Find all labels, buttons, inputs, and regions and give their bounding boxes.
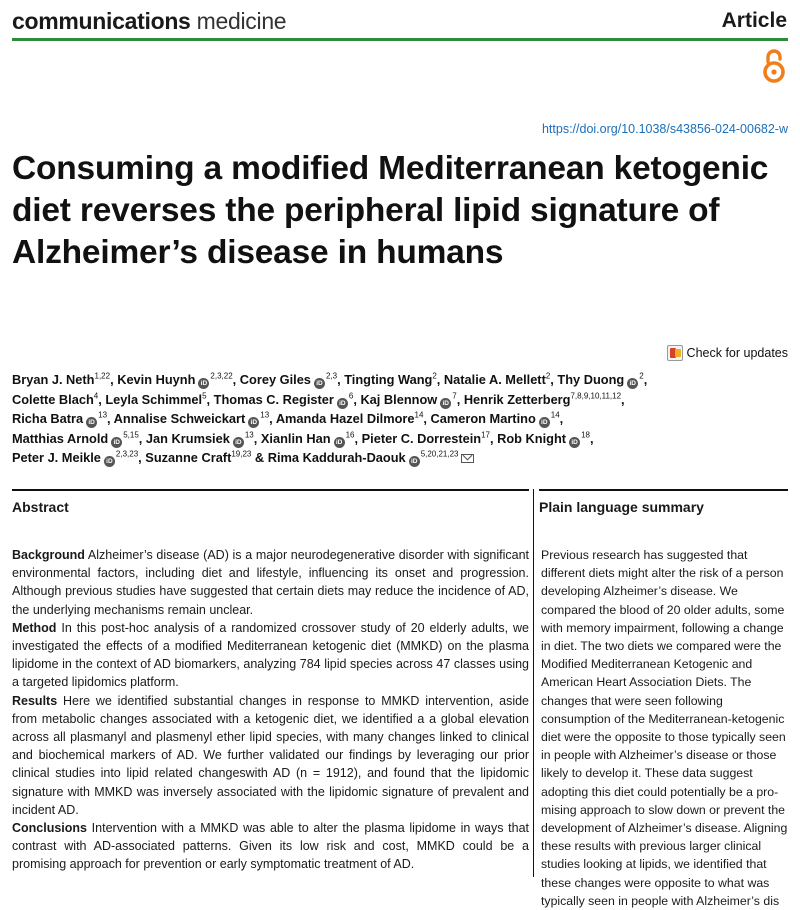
author-separator: , (354, 430, 362, 446)
orcid-icon[interactable]: iD (569, 437, 580, 448)
author-name[interactable]: Thomas C. Register (213, 391, 334, 407)
journal-name[interactable] (12, 6, 286, 36)
author-name[interactable]: Corey Giles (239, 372, 311, 387)
open-access-lock-icon (761, 48, 787, 84)
author-affiliation: 19,23 (231, 450, 252, 460)
article-type-label: Article (721, 9, 787, 32)
author-name[interactable]: Peter J. Meikle (12, 450, 101, 466)
header-rule (12, 38, 788, 41)
author-name[interactable]: Suzanne Craft (145, 450, 232, 466)
abstract-rule (12, 489, 529, 491)
author-separator: , (353, 391, 361, 407)
author-name[interactable]: Matthias Arnold (12, 430, 109, 446)
author-affiliation: 17 (481, 430, 490, 440)
author-separator: , (206, 391, 214, 407)
abstract-body (12, 546, 529, 874)
check-updates-icon (667, 345, 683, 361)
author-name[interactable]: Jan Krumsiek (145, 430, 230, 446)
abstract-background-text: Alzheimer’s disease (AD) is a major neurodegenerative disorder with significant environmental factors, including diet and lifestyle, influencing its onset and progression. Although previous studies have suggested that certain diets may reduce the incidence of AD, the underlying mechanisms remain unclear. (12, 548, 529, 617)
author-separator: , (550, 372, 558, 387)
author-affiliation: 13 (260, 410, 270, 420)
article-title: Consuming a modified Mediterranean ketogenic diet reverses the peripheral lipid signature of Alzheimer’s disease in humans (12, 150, 769, 271)
orcid-icon[interactable]: iD (111, 437, 122, 448)
abstract-heading: Abstract (12, 499, 69, 515)
author-separator: & (251, 450, 268, 466)
check-for-updates-button[interactable] (667, 344, 788, 362)
author-name[interactable]: Kevin Huynh (117, 372, 196, 387)
author-affiliation: 4 (93, 391, 99, 401)
author-name[interactable]: Cameron Martino (430, 411, 536, 427)
author-name[interactable]: Richa Batra (12, 411, 84, 427)
author-name[interactable]: Kaj Blennow (360, 391, 438, 407)
orcid-icon[interactable]: iD (248, 417, 259, 428)
author-name[interactable]: Thy Duong (557, 372, 625, 387)
author-name[interactable]: Amanda Hazel Dilmore (275, 411, 415, 427)
author-name[interactable]: Pieter C. Dorrestein (361, 430, 482, 446)
author-affiliation: 5 (202, 391, 207, 401)
author-separator: , (423, 411, 431, 427)
orcid-icon[interactable]: iD (539, 417, 550, 428)
author-affiliation: 13 (244, 430, 254, 440)
author-name[interactable]: Colette Blach (12, 391, 94, 407)
author-separator: , (253, 430, 261, 446)
orcid-icon[interactable]: iD (198, 378, 209, 389)
orcid-icon[interactable]: iD (233, 437, 244, 448)
author-affiliation: 2 (545, 371, 551, 381)
author-separator: , (232, 372, 240, 387)
journal-header (12, 6, 788, 36)
author-separator: , (621, 391, 625, 407)
orcid-icon[interactable]: iD (337, 398, 348, 409)
abstract-results-text: Here we identified substantial changes in response to MMKD intervention, aside from metabolic changes associated with a ketogenic diet, we identified a a global elevation across all plasmanyl and plasmenyl ether lipid species, with many changes linked to clinical and biochemical markers of AD. We further validated our findings by leveraging our prior clinical studies into lipid related changeswith AD (n = 1912), and found that the lipidomic signature with MMKD was inversely associated with the lipidomic signature of prevalent and incident AD. (12, 693, 529, 817)
author-separator: , (110, 372, 118, 387)
author-name[interactable]: Tingting Wang (344, 372, 433, 387)
author-separator: , (490, 430, 498, 446)
orcid-icon[interactable]: iD (627, 378, 638, 389)
plain-language-header (539, 489, 788, 516)
author-affiliation: 7 (452, 391, 457, 401)
orcid-icon[interactable]: iD (409, 456, 420, 467)
orcid-icon[interactable]: iD (334, 437, 345, 448)
author-affiliation: 7,8,9,10,11,12 (570, 391, 622, 401)
author-separator: , (589, 430, 594, 446)
check-updates-label: Check for updates (686, 346, 788, 360)
abstract-results-label: Results (12, 693, 58, 708)
abstract-header (12, 489, 529, 516)
author-affiliation: 5,20,21,23 (420, 450, 459, 460)
author-affiliation: 2,3 (325, 371, 338, 381)
orcid-icon[interactable]: iD (86, 417, 97, 428)
plain-language-heading: Plain language summary (539, 499, 704, 515)
journal-name-bold: communications (12, 8, 191, 34)
author-separator: , (98, 391, 106, 407)
author-name[interactable]: Xianlin Han (260, 430, 331, 446)
author-affiliation: 14 (550, 410, 560, 420)
author-name[interactable]: Natalie A. Mellett (443, 372, 546, 387)
column-divider (533, 489, 534, 877)
author-affiliation: 5,15 (123, 430, 139, 440)
orcid-icon[interactable]: iD (104, 456, 115, 467)
doi-link[interactable]: https://doi.org/10.1038/s43856-024-00682-w (541, 122, 788, 136)
author-separator: , (643, 372, 648, 387)
abstract-background-label: Background (12, 548, 85, 562)
author-affiliation: 1,22 (94, 371, 111, 381)
email-icon[interactable] (461, 454, 474, 463)
author-separator: , (269, 411, 276, 427)
plain-language-rule (539, 489, 788, 491)
abstract-method-label: Method (12, 620, 57, 635)
author-separator: , (456, 391, 464, 407)
author-separator: , (559, 411, 564, 427)
author-separator: , (107, 411, 114, 427)
author-affiliation: 6 (348, 391, 354, 401)
author-name[interactable]: Annalise Schweickart (113, 411, 246, 427)
abstract-method-text: In this post-hoc analysis of a randomized crossover study of 20 elderly adults, we investigated the effects of a modified Mediterranean ketogenic diet (MMKD) on the plasma lipidome in the context of AD biomarkers, analyzing 784 lipid species across 47 classes using a targeted lipidomics platform. (12, 620, 529, 690)
author-separator: , (436, 372, 444, 387)
author-name[interactable]: Henrik Zetterberg (463, 391, 571, 407)
abstract-conclusions-text: Intervention with a MMKD was able to alter the plasma lipidome in ways that contrast with AD-associated patterns. Given its low risk and cost, MMKD could be a promising approach for prevention or early symptomatic treatment of AD. (12, 821, 529, 872)
author-separator: , (138, 430, 146, 446)
author-affiliation: 18 (581, 430, 590, 440)
author-name[interactable]: Leyla Schimmel (105, 391, 203, 407)
author-separator: , (138, 450, 146, 466)
author-separator: , (337, 372, 345, 387)
orcid-icon[interactable]: iD (314, 378, 325, 389)
abstract-conclusions-label: Conclusions (12, 821, 88, 836)
author-affiliation: 14 (414, 410, 424, 420)
author-affiliation: 13 (98, 410, 108, 420)
author-affiliation: 2 (639, 371, 644, 381)
author-affiliation: 2 (432, 371, 437, 381)
author-affiliation: 16 (345, 430, 355, 440)
orcid-icon[interactable]: iD (440, 398, 451, 409)
author-name[interactable]: Bryan J. Neth (12, 372, 95, 387)
journal-name-light: medicine (196, 8, 287, 34)
author-name[interactable]: Rima Kaddurah-Daouk (267, 450, 406, 466)
author-name[interactable]: Rob Knight (497, 430, 567, 446)
author-affiliation: 2,3,22 (210, 371, 233, 381)
plain-language-body: Previous research has suggested that different diets might alter the risk of a person developing Alzheimer’s disease. We compared the blood of 20 older adults, some with memory impairment, following a change in diet. The two diets we compared were the Modified Mediterranean Ketogenic and American Heart Association Diets. The changes that were seen following consumption of the Mediterranean-ketogenic diet were the opposite to those typically seen in people with Alzheimer’s disease or those likely to develop it. These data suggest adopting this diet could potentially be a pro-mising approach to slow down or prevent the development of Alzheimer’s disease. Aligning these results with previous larger clinical studies looking at lipids, we identified that these changes were opposite to what was typically seen in people with Alzheimer’s dis (541, 548, 788, 908)
author-list (12, 370, 788, 468)
author-affiliation: 2,3,23 (115, 450, 139, 460)
